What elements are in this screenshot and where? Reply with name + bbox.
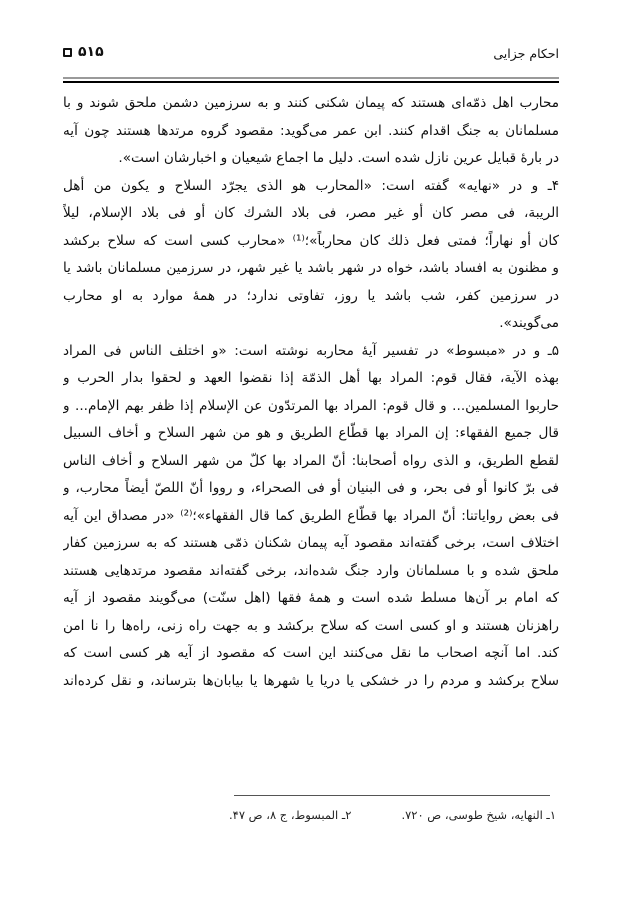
page-number-group <box>63 44 104 60</box>
text-line: در بارۀ قبایل عرین نازل شده است. دلیل ما اجماع شیعیان و اخبارشان است». <box>118 150 559 166</box>
text-line: بهذه الآیة، فقال قوم: المراد بها أهل الذمّة إذا نقضوا العهد و لحقوا بدار الحرب و <box>63 370 559 386</box>
running-title: احکام جزایی <box>493 46 559 61</box>
text-line: فی برّ کانوا أو فی بحر، و فی البنیان أو فی الصحراء، و رووا أنّ اللصّ أیضاً محارب، و <box>63 480 559 496</box>
text-line: حاربوا المسلمین... و قال قوم: المراد بها المرتدّون عن الإسلام إذا ظفر بهم الإمام... و <box>63 397 559 414</box>
text-line: در سرزمین کفر، شب باشد یا روز، تفاوتی ندارد؛ در همۀ موارد به او محارب <box>63 287 559 304</box>
body-text <box>63 90 559 695</box>
text-line: می‌گویند». <box>499 315 559 331</box>
text-line: که امام بر آن‌ها مسلط شده است و همۀ فقها (اهل سنّت) می‌گویند مقصود از آیه <box>63 590 559 606</box>
footnote-2: ۲ـ المبسوط، ج ۸، ص ۴۷. <box>229 808 352 822</box>
page-header <box>63 42 559 72</box>
text-line: و مظنون به افساد باشد، خواه در شهر باشد یا غیر شهر، در سرزمین مسلمانان باشد یا <box>63 260 559 276</box>
text-line: قال جمیع الفقهاء: إن المراد بها قطّاع الطریق و هو من شهر السلاح و أخاف السبیل <box>63 425 559 441</box>
text-line: ۴ـ و در «نهایه» گفته است: «المحارب هو الذی یجرّد السلاح و یکون من أهل <box>63 177 559 194</box>
footnote-1: ۱ـ النهایه، شیخ طوسی، ص ۷۲۰. <box>401 808 556 822</box>
square-box-icon <box>63 48 72 57</box>
text-line: کند. اما آنچه اصحاب ما نقل می‌کنند این است که مقصود از آیه هر کسی است که <box>63 645 559 661</box>
text-line: الریبة، فی مصر کان أو غیر مصر، فی بلاد الشرك کان أو فی بلاد الإسلام، لیلاً <box>63 205 559 221</box>
text-line: محارب اهل ذمّه‌ای هستند که پیمان شکنی کنند و به سرزمین دشمن ملحق شوند و با <box>63 95 559 111</box>
header-rule-black <box>63 81 559 83</box>
text-line: فی بعض روایاتنا: أنّ المراد بها قطّاع الطریق کما قال الفقهاء»؛⁽²⁾ «در مصداق این آیه <box>63 507 559 524</box>
text-line: راهزنان هستند و او کسی است که سلاح برکشد و به جهت راه زنی، راه‌ها را نا امن <box>63 617 559 634</box>
footnote-divider <box>234 795 550 796</box>
text-line: کان أو نهاراً؛ فمتی فعل ذلك کان محارباً»؛⁽¹⁾ «محارب کسی است که سلاح برکشد <box>63 232 559 249</box>
page-number: ۵۱۵ <box>78 44 104 60</box>
header-rule-grey <box>63 77 559 79</box>
text-line: سلاح برکشد و مردم را در خشکی یا دریا یا شهرها یا بیابان‌ها بترساند، و نقل کرده‌اند <box>63 672 559 689</box>
text-line: لقطع الطریق، و الذی رواه أصحابنا: أنّ المراد بها کلّ من شهر السلاح و أخاف الناس <box>63 452 559 469</box>
text-line: ۵ـ و در «مبسوط» در تفسیر آیۀ محاربه نوشته است: «و اختلف الناس فی المراد <box>63 342 559 359</box>
text-line: مسلمانان به جنگ اقدام کنند. ابن عمر می‌گوید: مقصود گروه مرتدها هستند چون آیه <box>63 122 559 139</box>
footnotes <box>150 808 556 822</box>
text-line: ملحق شده و با مسلمانان وارد جنگ شده‌اند، برخی گفته‌اند مقصود مرتدهایی هستند <box>63 562 559 579</box>
text-line: اختلاف است، برخی گفته‌اند مقصود آیه پیمان شکنان ذمّی هستند که به سرزمین کفار <box>63 535 559 551</box>
